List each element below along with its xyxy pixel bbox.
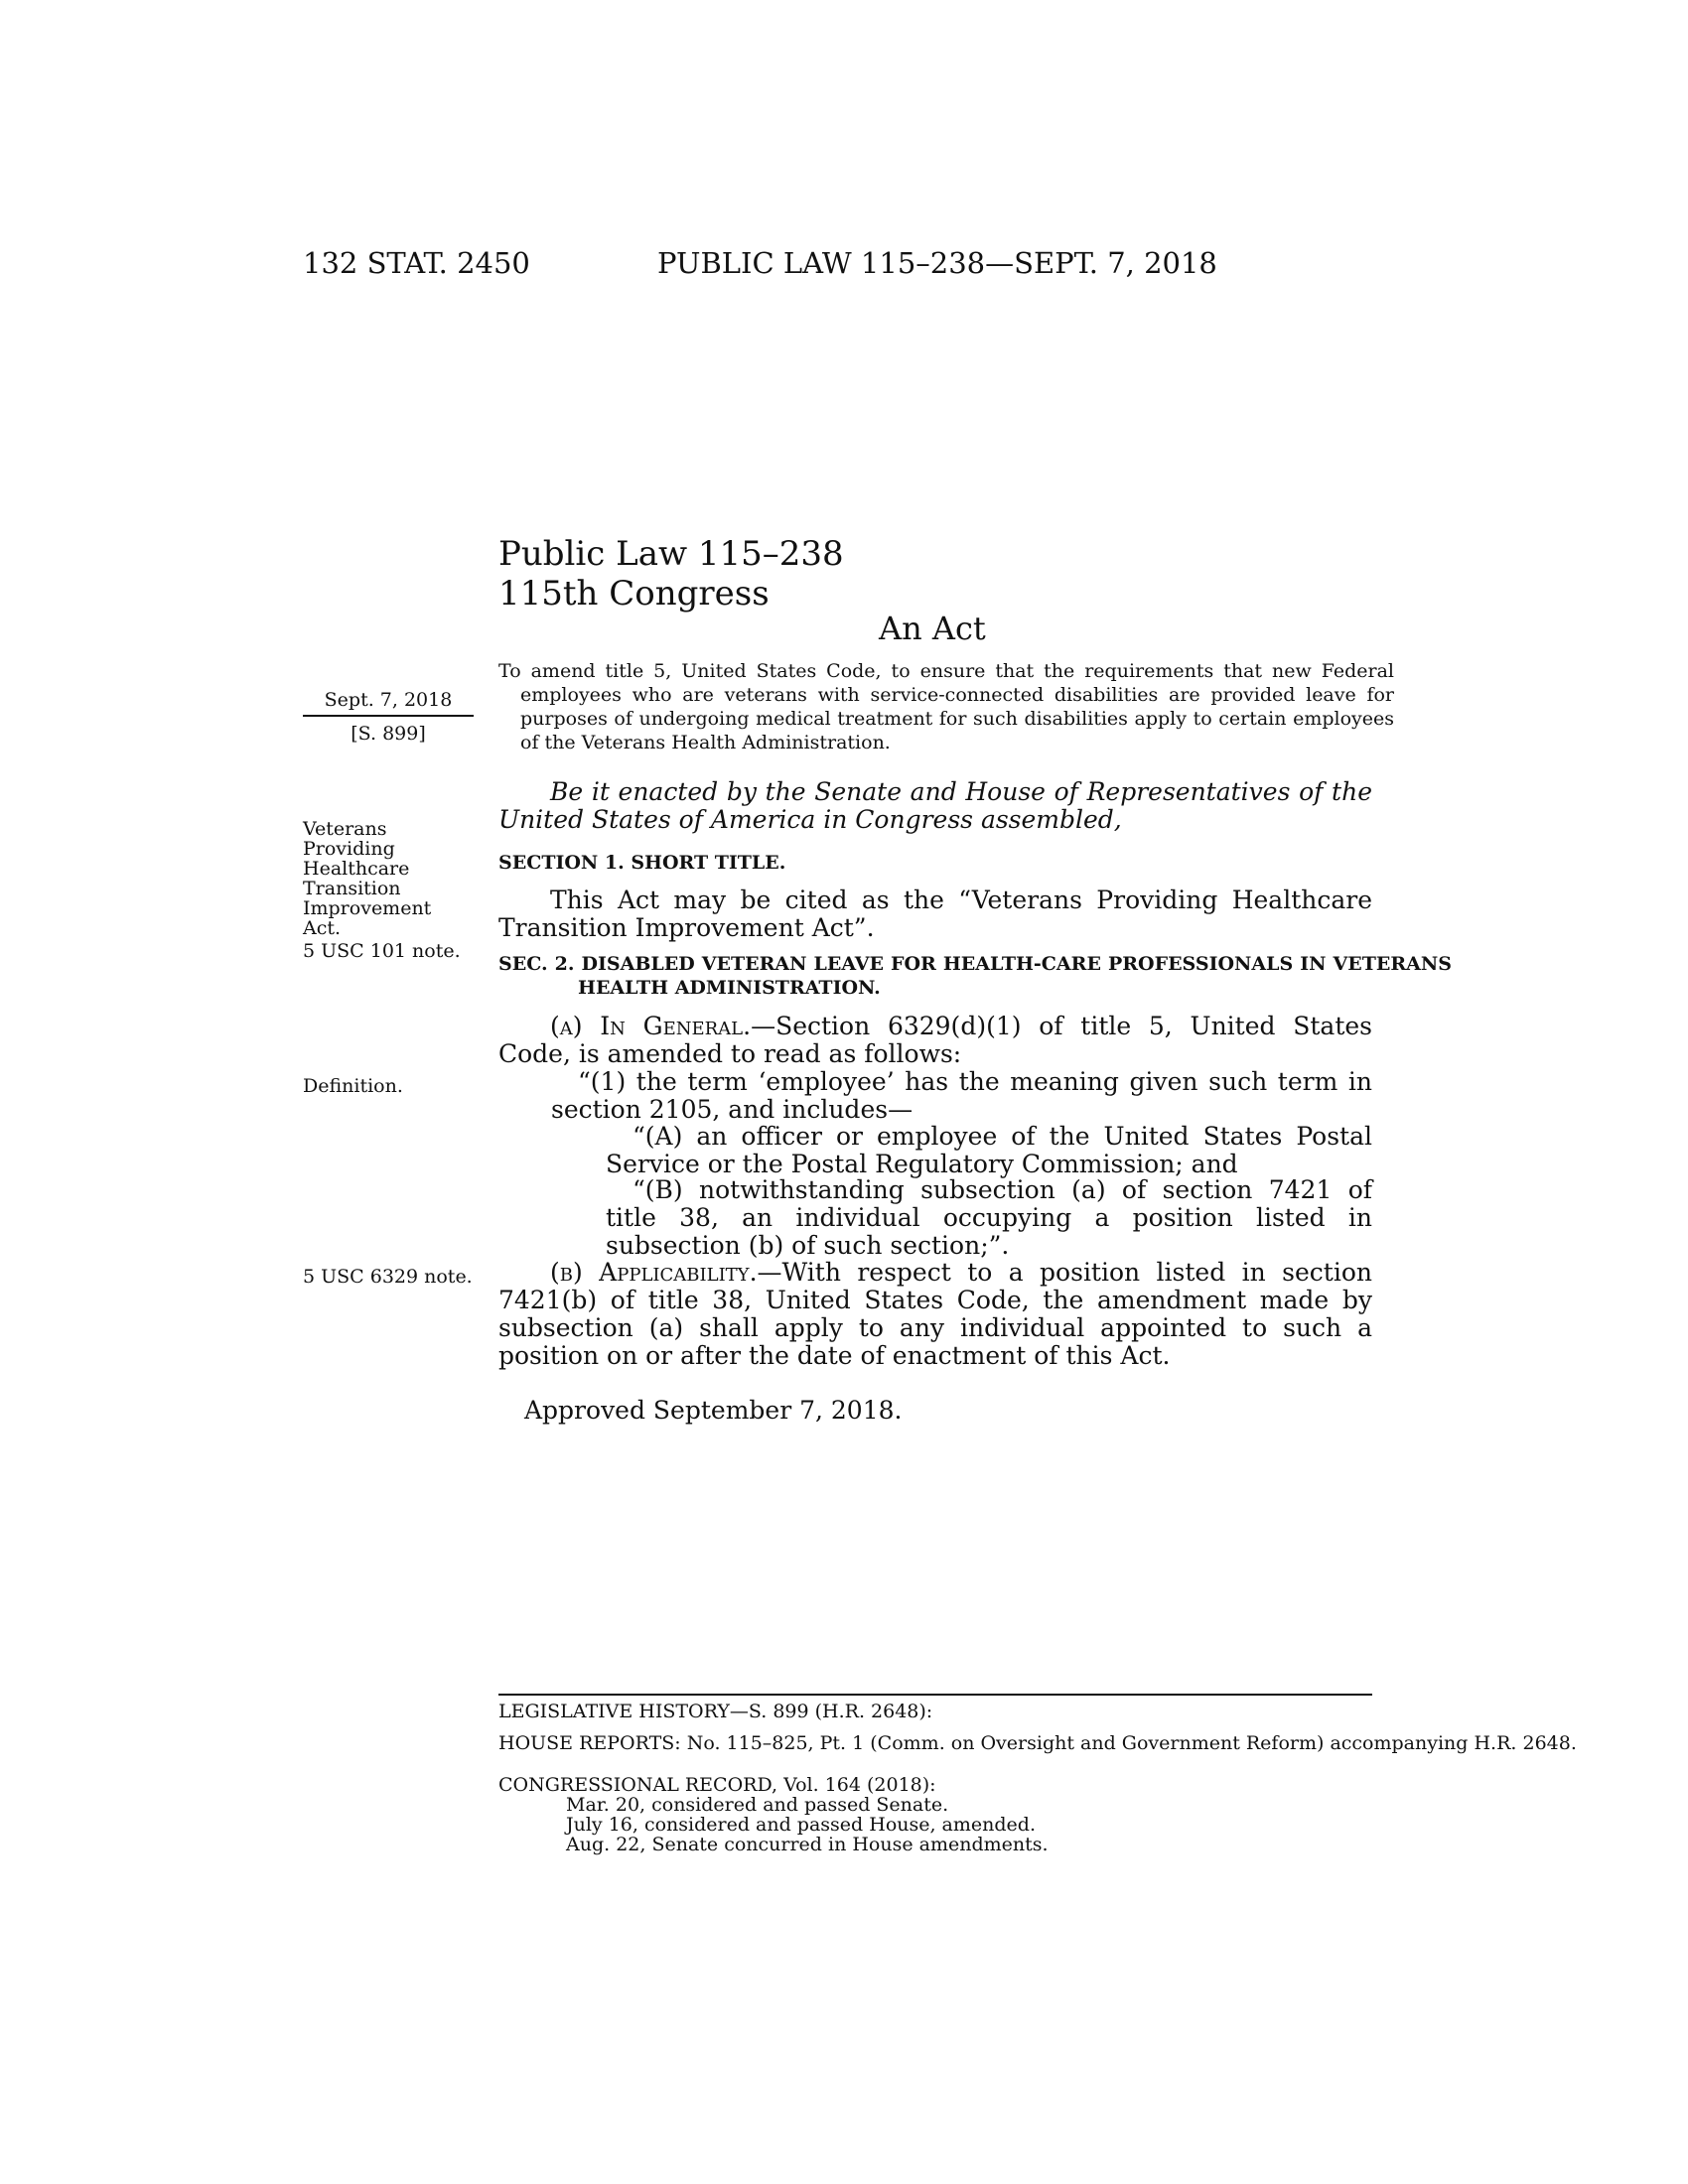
- margin-note-divider: [303, 715, 474, 717]
- legislative-history-divider: [498, 1694, 1372, 1696]
- an-act-heading: An Act: [879, 610, 986, 647]
- approval-date: Approved September 7, 2018.: [524, 1396, 903, 1425]
- quoted-subparagraph-b: “(B) notwithstanding subsection (a) of section 7421 of title 38, an individual occupying a position listed in subsection (b) of such section;”.: [606, 1175, 1372, 1260]
- margin-note-usc-6329: 5 USC 6329 note.: [303, 1266, 473, 1288]
- margin-note-bill-number: [S. 899]: [351, 723, 426, 745]
- quoted-paragraph-1: “(1) the term ‘employee’ has the meaning given such term in section 2105, and includes—: [551, 1067, 1372, 1124]
- congress-number: 115th Congress: [498, 574, 770, 614]
- congressional-record: CONGRESSIONAL RECORD, Vol. 164 (2018):: [498, 1774, 936, 1796]
- subsection-a-text: —Section 6329(d)(1) of title 5, United States Code, is amended to read as follows:: [498, 1012, 1372, 1068]
- margin-note-date: Sept. 7, 2018: [324, 689, 453, 711]
- subsection-b-label: (b) Applicability.: [550, 1258, 758, 1287]
- act-purpose: To amend title 5, United States Code, to ensure that the requirements that new Federal employees who are veterans with service-connected disabilities are provided leave for purposes of undergoing medical treatment for such disabilities apply to certain employees of the Veterans Health Administration.: [498, 660, 1394, 753]
- public-law-number: Public Law 115–238: [498, 534, 844, 574]
- page-stat-citation: 132 STAT. 2450: [303, 246, 530, 280]
- congressional-action: Aug. 22, Senate concurred in House amendments.: [566, 1834, 1049, 1855]
- congressional-action: Mar. 20, considered and passed Senate.: [566, 1794, 949, 1816]
- subsection-a-label: (a) In General.: [550, 1012, 752, 1040]
- congressional-action: July 16, considered and passed House, amended.: [566, 1814, 1036, 1836]
- legislative-history-title: LEGISLATIVE HISTORY—S. 899 (H.R. 2648):: [498, 1701, 933, 1722]
- subsection-b: [498, 1259, 1372, 1370]
- running-title: PUBLIC LAW 115–238—SEPT. 7, 2018: [657, 246, 1217, 280]
- law-title-block: [498, 534, 844, 614]
- enacting-clause: Be it enacted by the Senate and House of Representatives of the United States of America in Congress assembled,: [498, 777, 1372, 834]
- section-1-text: This Act may be cited as the “Veterans Providing Healthcare Transition Improvement Act”.: [498, 886, 1372, 942]
- quoted-subparagraph-a: “(A) an officer or employee of the United States Postal Service or the Postal Regulatory Commission; and: [606, 1122, 1372, 1178]
- section-1-heading: SECTION 1. SHORT TITLE.: [498, 852, 786, 874]
- margin-note-usc-101: 5 USC 101 note.: [303, 940, 461, 962]
- subsection-b-text: —With respect to a position listed in section 7421(b) of title 38, United States Code, the amendment made by subsection (a) shall apply to any individual appointed to such a position on or after the date of enactment of this Act.: [498, 1258, 1372, 1370]
- subsection-a: [498, 1013, 1372, 1068]
- house-reports: HOUSE REPORTS: No. 115–825, Pt. 1 (Comm. on Oversight and Government Reform) accompanying H.R. 2648.: [498, 1732, 1577, 1754]
- margin-note-definition: Definition.: [303, 1075, 403, 1097]
- margin-note-short-title: Veterans Providing Healthcare Transition Improvement Act.: [303, 818, 432, 939]
- section-2-heading: SEC. 2. DISABLED VETERAN LEAVE FOR HEALTH-CARE PROFESSIONALS IN VETERANS HEALTH ADMINISTRATION.: [498, 953, 1452, 999]
